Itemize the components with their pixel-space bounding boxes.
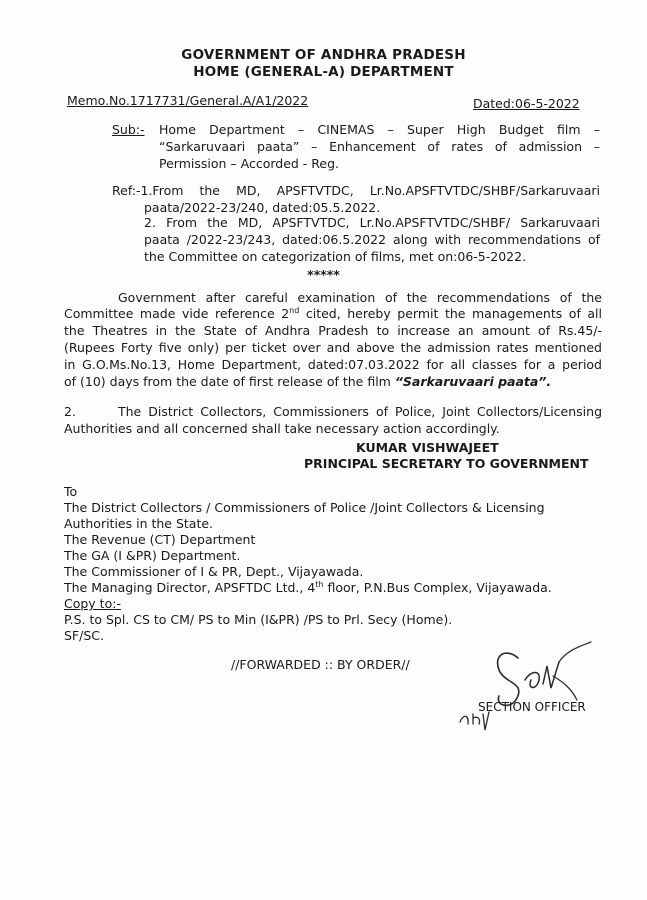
memo-number: Memo.No.1717731/General.A/A1/2022: [67, 93, 309, 108]
government-heading: GOVERNMENT OF ANDHRA PRADESH: [181, 47, 466, 63]
reference-line: Ref:-1.From the MD, APSFTVTDC, Lr.No.APSFTVTDC/SHBF/Sarkaruvaari: [112, 183, 600, 198]
body-line: in G.O.Ms.No.13, Home Department, dated:07.03.2022 for all classes for a period: [64, 357, 602, 372]
copy-line: P.S. to Spl. CS to CM/ PS to Min (I&PR) /PS to Prl. Secy (Home).: [64, 612, 453, 627]
reference-line: the Committee on categorization of films, met on:06-5-2022.: [144, 249, 527, 264]
memo-date: Dated:06-5-2022: [473, 96, 580, 111]
copy-to-label: Copy to:-: [64, 596, 121, 611]
body-line: the Theatres in the State of Andhra Pradesh to increase an amount of Rs.45/-: [64, 323, 602, 338]
section-officer: SECTION OFFICER: [478, 700, 586, 714]
forwarded-line: //FORWARDED :: BY ORDER//: [231, 657, 410, 672]
body-line: of (10) days from the date of first release of the film “Sarkaruvaari paata”.: [64, 374, 552, 389]
reference-line: paata /2022-23/243, dated:06.5.2022 along with recommendations of: [144, 232, 600, 247]
handwritten-signature: [455, 640, 615, 740]
subject-line: Home Department – CINEMAS – Super High Budget film –: [159, 122, 600, 137]
recipient-line: The Commissioner of I & PR, Dept., Vijayawada.: [64, 564, 364, 579]
body-line: Authorities and all concerned shall take necessary action accordingly.: [64, 421, 500, 436]
signatory-name: KUMAR VISHWAJEET: [356, 440, 499, 455]
reference-line: 2. From the MD, APSFTVTDC, Lr.No.APSFTVTDC/SHBF/ Sarkaruvaari: [144, 215, 600, 230]
body-line: Government after careful examination of the recommendations of the: [118, 290, 602, 305]
signatory-title: PRINCIPAL SECRETARY TO GOVERNMENT: [304, 456, 589, 471]
subject-label: Sub:-: [112, 122, 145, 137]
body-line: (Rupees Forty five only) per ticket over and above the admission rates mentioned: [64, 340, 602, 355]
recipient-line: The GA (I &PR) Department.: [64, 548, 241, 563]
recipient-line: The Revenue (CT) Department: [64, 532, 256, 547]
copy-line: SF/SC.: [64, 628, 104, 643]
recipient-line: Authorities in the State.: [64, 516, 214, 531]
body-line: Committee made vide reference 2nd cited, hereby permit the managements of all: [64, 305, 603, 321]
subject-line: Permission – Accorded - Reg.: [159, 156, 339, 171]
subject-line: “Sarkaruvaari paata” – Enhancement of rates of admission –: [159, 139, 600, 154]
recipient-line: The District Collectors / Commissioners of Police /Joint Collectors & Licensing: [64, 500, 545, 515]
film-title: “Sarkaruvaari paata”.: [394, 374, 552, 389]
para-number: 2.: [64, 404, 76, 419]
reference-line: paata/2022-23/240, dated:05.5.2022.: [144, 200, 381, 215]
separator: *****: [307, 267, 340, 282]
department-heading: HOME (GENERAL-A) DEPARTMENT: [193, 64, 454, 80]
to-label: To: [64, 484, 78, 499]
body-line: The District Collectors, Commissioners of Police, Joint Collectors/Licensing: [118, 404, 602, 419]
recipient-line: The Managing Director, APSFTDC Ltd., 4th floor, P.N.Bus Complex, Vijayawada.: [64, 579, 552, 595]
